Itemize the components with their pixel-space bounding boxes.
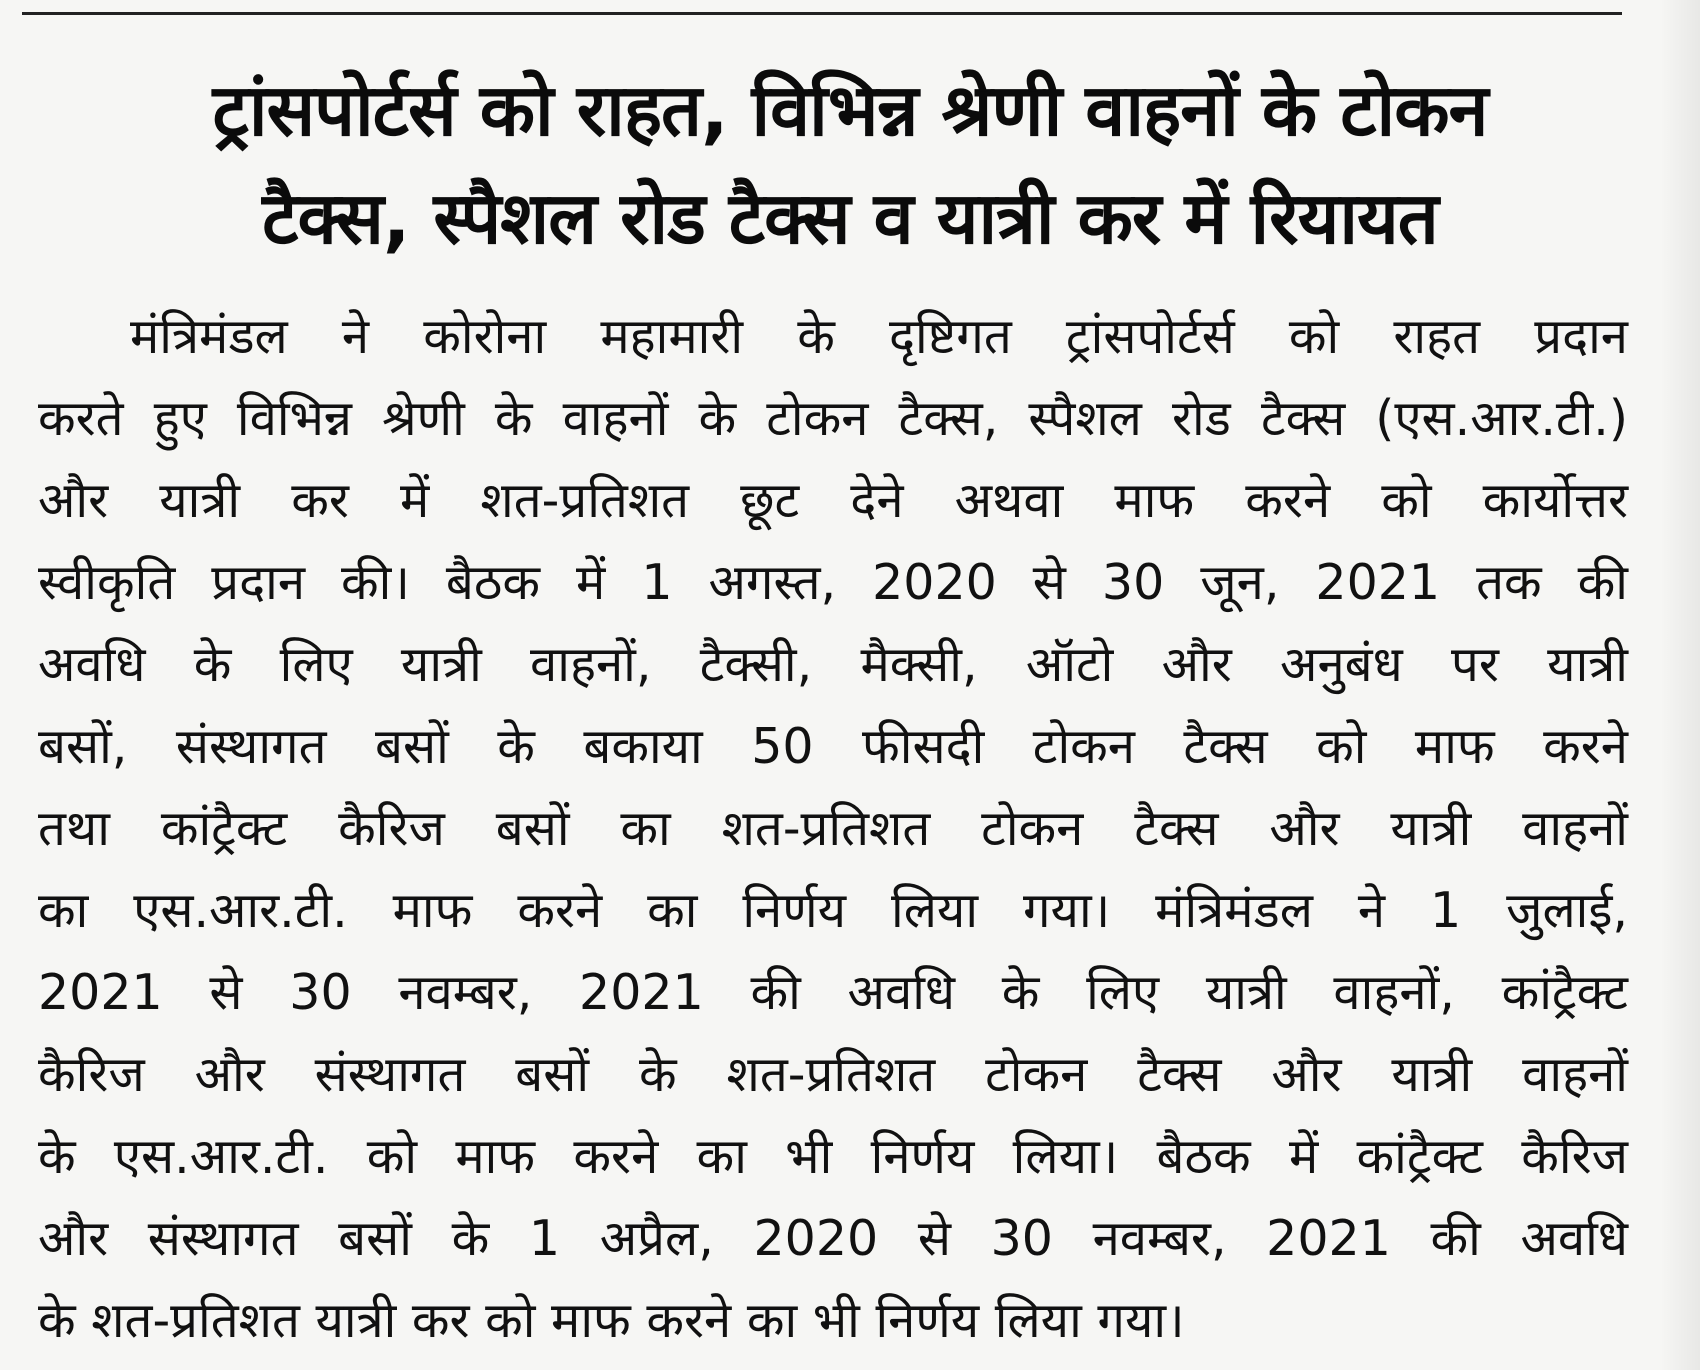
body-line: अवधि के लिए यात्री वाहनों, टैक्सी, मैक्सी, ऑटो और अनुबंध पर यात्री <box>38 636 1628 693</box>
body-line: के एस.आर.टी. को माफ करने का भी निर्णय लिया। बैठक में कांट्रैक्ट कैरिज <box>38 1128 1628 1185</box>
headline <box>60 56 1640 272</box>
page-edge-shadow <box>1660 0 1700 1370</box>
body-line: बसों, संस्थागत बसों के बकाया 50 फीसदी टोकन टैक्स को माफ करने <box>38 718 1628 775</box>
body-line: का एस.आर.टी. माफ करने का निर्णय लिया गया। मंत्रिमंडल ने 1 जुलाई, <box>38 882 1628 939</box>
body-line: मंत्रिमंडल ने कोरोना महामारी के दृष्टिगत ट्रांसपोर्टर्स को राहत प्रदान <box>130 308 1628 365</box>
article-body <box>38 296 1628 1362</box>
body-line: और यात्री कर में शत-प्रतिशत छूट देने अथवा माफ करने को कार्योत्तर <box>38 472 1628 529</box>
body-line: के शत-प्रतिशत यात्री कर को माफ करने का भी निर्णय लिया गया। <box>38 1292 1185 1349</box>
body-line: तथा कांट्रैक्ट कैरिज बसों का शत-प्रतिशत टोकन टैक्स और यात्री वाहनों <box>38 800 1628 857</box>
body-line: 2021 से 30 नवम्बर, 2021 की अवधि के लिए यात्री वाहनों, कांट्रैक्ट <box>38 964 1628 1021</box>
body-line: कैरिज और संस्थागत बसों के शत-प्रतिशत टोकन टैक्स और यात्री वाहनों <box>38 1046 1628 1103</box>
body-line: और संस्थागत बसों के 1 अप्रैल, 2020 से 30 नवम्बर, 2021 की अवधि <box>38 1210 1628 1267</box>
top-rule-divider <box>22 12 1622 15</box>
headline-line: ट्रांसपोर्टर्स को राहत, विभिन्न श्रेणी वाहनों के टोकन <box>212 68 1488 152</box>
body-line: स्वीकृति प्रदान की। बैठक में 1 अगस्त, 2020 से 30 जून, 2021 तक की <box>38 554 1628 611</box>
headline-line: टैक्स, स्पैशल रोड टैक्स व यात्री कर में रियायत <box>262 176 1438 260</box>
body-line: करते हुए विभिन्न श्रेणी के वाहनों के टोकन टैक्स, स्पैशल रोड टैक्स (एस.आर.टी.) <box>38 390 1628 447</box>
